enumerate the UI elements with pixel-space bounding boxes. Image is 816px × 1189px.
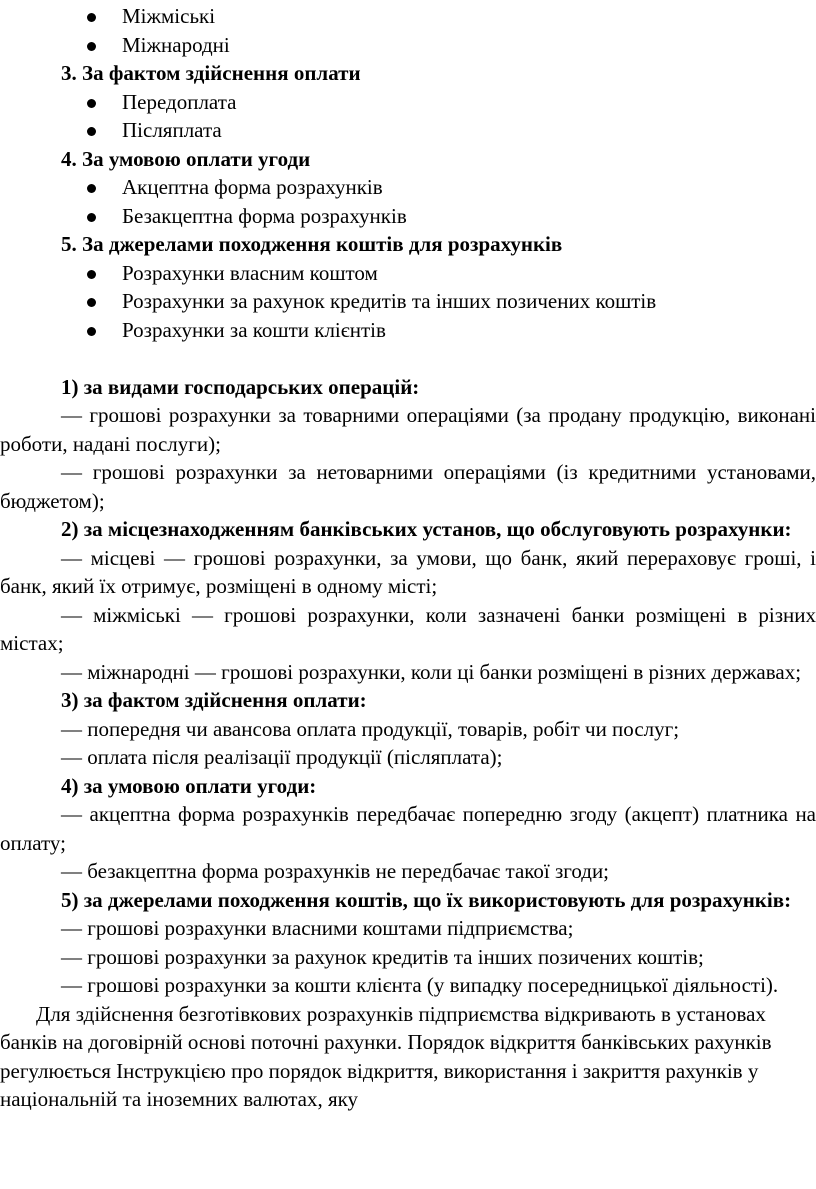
list-item-text: Міжміські: [122, 4, 216, 28]
detail-heading-2: 2) за місцезнаходженням банківських установ, що обслуговують розрахунки:: [61, 517, 792, 541]
detail-paragraph: — оплата після реалізації продукції (післяплата);: [61, 745, 503, 769]
bullet-icon: [87, 99, 96, 108]
list-item: [0, 88, 816, 117]
list-item-text: Міжнародні: [122, 32, 230, 57]
bullet-icon: [87, 298, 96, 307]
section-heading-3: 3. За фактом здійснення оплати: [61, 61, 361, 85]
detail-paragraph: — грошові розрахунки за рахунок кредитів та інших позичених коштів;: [61, 944, 704, 969]
list-item-text: Безакцептна форма розрахунків: [122, 203, 407, 228]
list-item-text: Акцептна форма розрахунків: [122, 175, 383, 199]
list-item: [0, 316, 816, 345]
blank-line: [0, 344, 816, 373]
detail-paragraph: — міжнародні — грошові розрахунки, коли ці банки розміщені в різних державах;: [61, 659, 802, 684]
bullet-icon: [87, 327, 96, 336]
section-heading-5: 5. За джерелами походження коштів для розрахунків: [61, 232, 563, 256]
list-item-text: Післяплата: [122, 118, 222, 142]
detail-paragraph: — грошові розрахунки за кошти клієнта (у випадку посередницької діяльності).: [61, 973, 779, 997]
bullet-list-top: [0, 2, 816, 59]
bullet-icon: [87, 184, 96, 193]
detail-paragraph: — акцептна форма розрахунків передбачає попередню згоду (акцепт) платника на оплату;: [0, 802, 816, 855]
detail-paragraph: — грошові розрахунки власними коштами підприємства;: [61, 916, 574, 940]
section-heading-4: 4. За умовою оплати угоди: [61, 146, 311, 171]
list-item-text: Розрахунки за рахунок кредитів та інших позичених коштів: [122, 289, 657, 313]
bullet-list-section-5: [0, 259, 816, 345]
detail-paragraph: — безакцептна форма розрахунків не передбачає такої згоди;: [61, 859, 610, 883]
detail-heading-1: 1) за видами господарських операцій:: [61, 374, 420, 399]
detail-heading-3: 3) за фактом здійснення оплати:: [61, 688, 367, 712]
list-item-text: Передоплата: [122, 89, 237, 114]
list-item-text: Розрахунки за кошти клієнтів: [122, 317, 386, 342]
detail-paragraph: — місцеві — грошові розрахунки, за умови, що банк, який перераховує гроші, і банк, який їх отримує, розміщені в одному місті;: [0, 545, 816, 598]
bullet-list-section-3: [0, 88, 816, 145]
bullet-list-section-4: [0, 173, 816, 230]
list-item: [0, 173, 816, 202]
detail-paragraph: — міжміські — грошові розрахунки, коли зазначені банки розміщені в різних містах;: [0, 602, 816, 655]
list-item: [0, 31, 816, 60]
bullet-icon: [87, 127, 96, 136]
detail-paragraph: — грошові розрахунки за нетоварними операціями (із кредитними установами, бюджетом);: [0, 460, 816, 513]
list-item: [0, 2, 816, 31]
detail-paragraph: — попередня чи авансова оплата продукції, товарів, робіт чи послуг;: [61, 716, 680, 741]
detail-heading-5: 5) за джерелами походження коштів, що їх використовують для розрахунків:: [61, 887, 792, 912]
detail-heading-4: 4) за умовою оплати угоди:: [61, 773, 317, 798]
list-item-text: Розрахунки власним коштом: [122, 260, 378, 285]
bullet-icon: [87, 270, 96, 279]
list-item: [0, 287, 816, 316]
bullet-icon: [87, 13, 96, 22]
list-item: [0, 202, 816, 231]
list-item: [0, 259, 816, 288]
bullet-icon: [87, 42, 96, 51]
closing-paragraph: Для здійснення безготівкових розрахунків підприємства відкривають в установах банків на договірній основі поточні рахунки. Порядок відкриття банківських рахунків регулюється Інструкцією про порядок відкриття, використання і закриття рахунків у національній та іноземних валютах, яку: [0, 1001, 772, 1111]
list-item: [0, 116, 816, 145]
detail-paragraph: — грошові розрахунки за товарними операціями (за продану продукцію, виконані роботи, надані послуги);: [0, 403, 816, 456]
bullet-icon: [87, 213, 96, 222]
